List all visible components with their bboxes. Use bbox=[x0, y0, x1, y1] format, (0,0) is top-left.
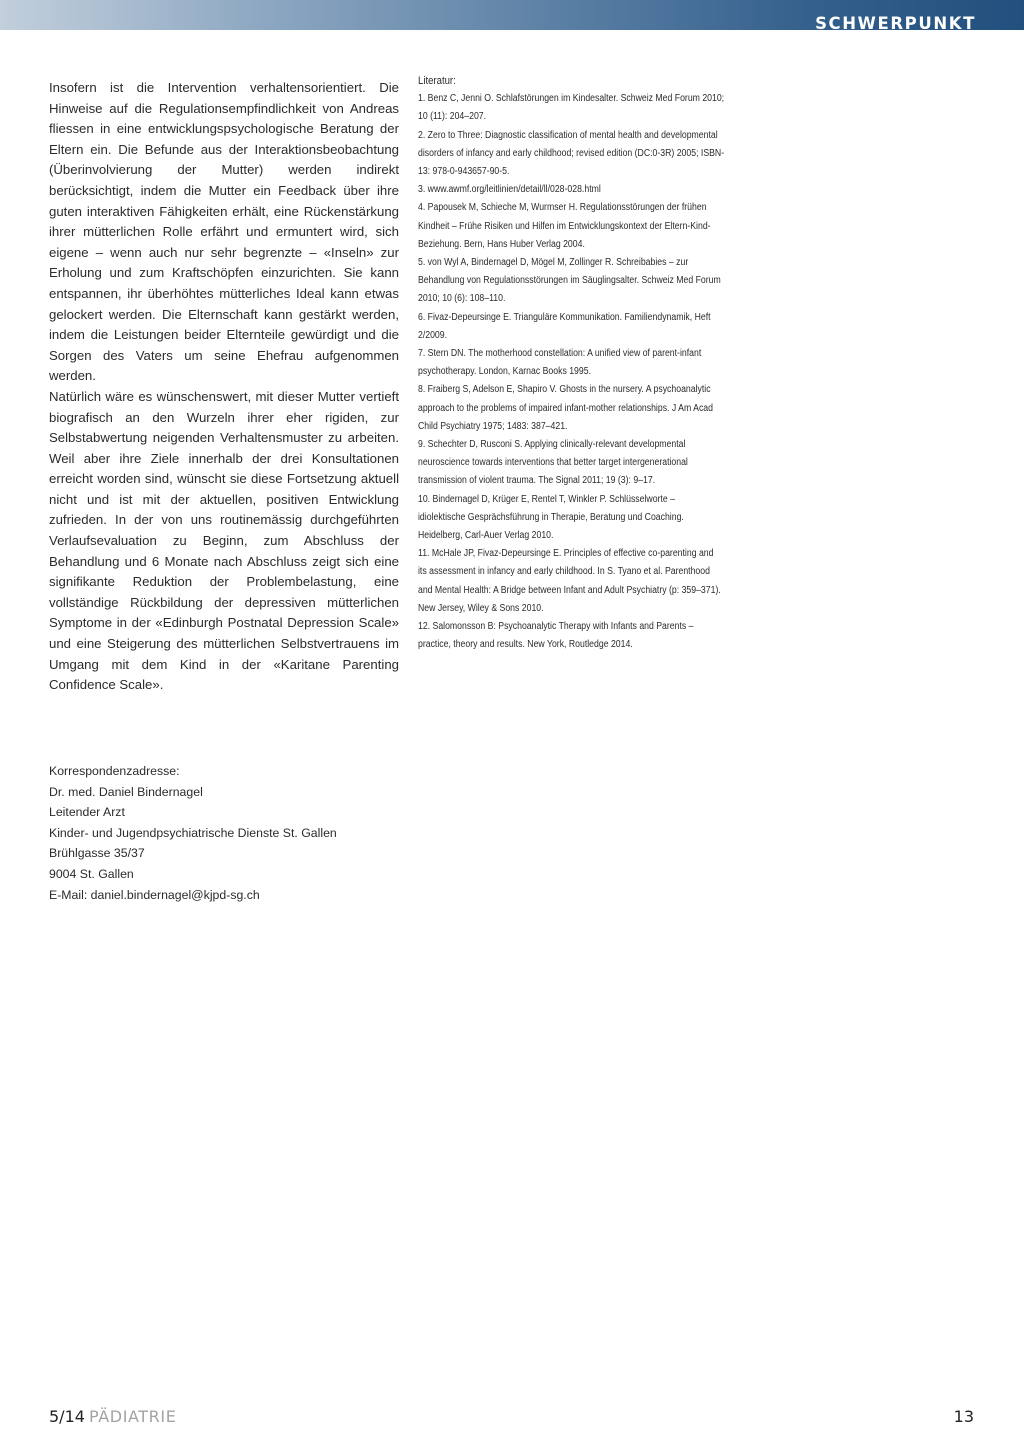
references-list bbox=[418, 72, 724, 655]
correspondence-role: Leitender Arzt bbox=[49, 805, 125, 820]
correspondence-name: Dr. med. Daniel Bindernagel bbox=[49, 784, 203, 799]
reference-item: 4. Papousek M, Schieche M, Wurmser H. Regulationsstörungen der frühen Kindheit – Frühe Risiken und Hilfen im Entwicklungskontext der Eltern-Kind-Beziehung. Bern, Hans Huber Verlag 2004. bbox=[418, 202, 711, 250]
references-title: Literatur: bbox=[418, 75, 456, 87]
correspondence-title: Korrespondenzadresse: bbox=[49, 764, 180, 778]
correspondence-street: Brühlgasse 35/37 bbox=[49, 846, 145, 861]
reference-item: 9. Schechter D, Rusconi S. Applying clinically-relevant developmental neuroscience towards interventions that better target intergenerational transmission of violent trauma. The Signal 2011; 19 (3): 9–17. bbox=[418, 439, 688, 487]
body-text-column bbox=[49, 78, 399, 696]
reference-item: 12. Salomonsson B: Psychoanalytic Therapy with Infants and Parents – practice, theory and results. New York, Routledge 2014. bbox=[418, 621, 694, 651]
correspondence-email: E-Mail: daniel.bindernagel@kjpd-sg.ch bbox=[49, 887, 260, 902]
body-paragraph: Insofern ist die Intervention verhaltensorientiert. Die Hinweise auf die Regulationsempfindlichkeit von Andreas fliessen in eine entwicklungspsychologische Beratung der Eltern ein. Die Befunde aus der Interaktionsbeobachtung (Überinvolvierung der Mutter) werden indirekt berücksichtigt, indem die Mutter ein Feedback über ihre guten interaktiven Fähigkeiten erhält, eine Rückenstärkung ihrer mütterlichen Rolle erfährt und ermuntert wird, sich eigene – wenn auch nur sehr begrenzte – «Inseln» zur Erholung und zum Kraftschöpfen einzurichten. Sie kann entspannen, ihr überhöhtes mütterliches Ideal kann etwas gelockert werden. Die Elternschaft kann gestärkt werden, indem die Leistungen beider Elternteile gewürdigt und die Sorgen des Vaters um seine Ehefrau aufgenommen werden. bbox=[49, 80, 399, 384]
reference-item: 6. Fivaz-Depeursinge E. Trianguläre Kommunikation. Familiendynamik, Heft 2/2009. bbox=[418, 311, 711, 341]
reference-item: 8. Fraiberg S, Adelson E, Shapiro V. Ghosts in the nursery. A psychoanalytic approach to the problems of impaired infant-mother relationships. J Am Acad Child Psychiatry 1975; 1483: 387–421. bbox=[418, 384, 713, 432]
reference-item: 11. McHale JP, Fivaz-Depeursinge E. Principles of effective co-parenting and its assessment in infancy and early childhood. In S. Tyano et al. Parenthood and Mental Health: A Bridge between Infant and Adult Psychiatry (p: 359–371). New Jersey, Wiley & Sons 2010. bbox=[418, 548, 721, 614]
correspondence-institution: Kinder- und Jugendpsychiatrische Dienste St. Gallen bbox=[49, 825, 337, 840]
reference-item: 1. Benz C, Jenni O. Schlafstörungen im Kindesalter. Schweiz Med Forum 2010; 10 (11): 204–207. bbox=[418, 93, 725, 123]
body-paragraph: Natürlich wäre es wünschenswert, mit dieser Mutter vertieft biografisch an den Wurzeln ihrer eher rigiden, zur Selbstabwertung neigenden Verhaltensmuster zu arbeiten. Weil aber ihre Ziele innerhalb der drei Konsultationen erreicht worden sind, wünscht sie diese Fortsetzung aktuell nicht und ist mit der aktuellen, positiven Entwicklung zufrieden. In der von uns routinemässig durchgeführten Verlaufsevaluation zu Beginn, zum Abschluss der Behandlung und 6 Monate nach Abschluss zeigt sich eine signifikante Reduktion der Problembelastung, eine vollständige Rückbildung der depressiven mütterlichen Symptome in der «Edinburgh Postnatal Depression Scale» und eine Steigerung des mütterlichen Selbstvertrauens im Umgang mit dem Kind in der «Karitane Parenting Confidence Scale». bbox=[49, 388, 399, 693]
correspondence-address bbox=[49, 761, 409, 905]
reference-item: 3. www.awmf.org/leitlinien/detail/ll/028-028.html bbox=[418, 184, 601, 196]
reference-item: 10. Bindernagel D, Krüger E, Rentel T, Winkler P. Schlüsselworte – idiolektische Gesprächsführung in Therapie, Beratung und Coaching. Heidelberg, Carl-Auer Verlag 2010. bbox=[418, 493, 684, 542]
footer-issue-number: 5/14 bbox=[49, 1407, 85, 1426]
reference-item: 2. Zero to Three: Diagnostic classification of mental health and developmental disorders of infancy and early childhood; revised edition (DC:0-3R) 2005; ISBN-13: 978-0-943657-90-5. bbox=[418, 129, 725, 178]
reference-item: 5. von Wyl A, Bindernagel D, Mögel M, Zollinger R. Schreibabies – zur Behandlung von Regulationsstörungen im Säuglingsalter. Schweiz Med Forum 2010; 10 (6): 108–110. bbox=[418, 257, 721, 305]
section-label: SCHWERPUNKT bbox=[815, 14, 976, 33]
correspondence-city: 9004 St. Gallen bbox=[49, 866, 134, 881]
reference-item: 7. Stern DN. The motherhood constellation: A unified view of parent-infant psychotherapy. London, Karnac Books 1995. bbox=[418, 348, 702, 378]
footer-journal-name: PÄDIATRIE bbox=[89, 1407, 177, 1426]
footer-page-number: 13 bbox=[953, 1407, 974, 1426]
